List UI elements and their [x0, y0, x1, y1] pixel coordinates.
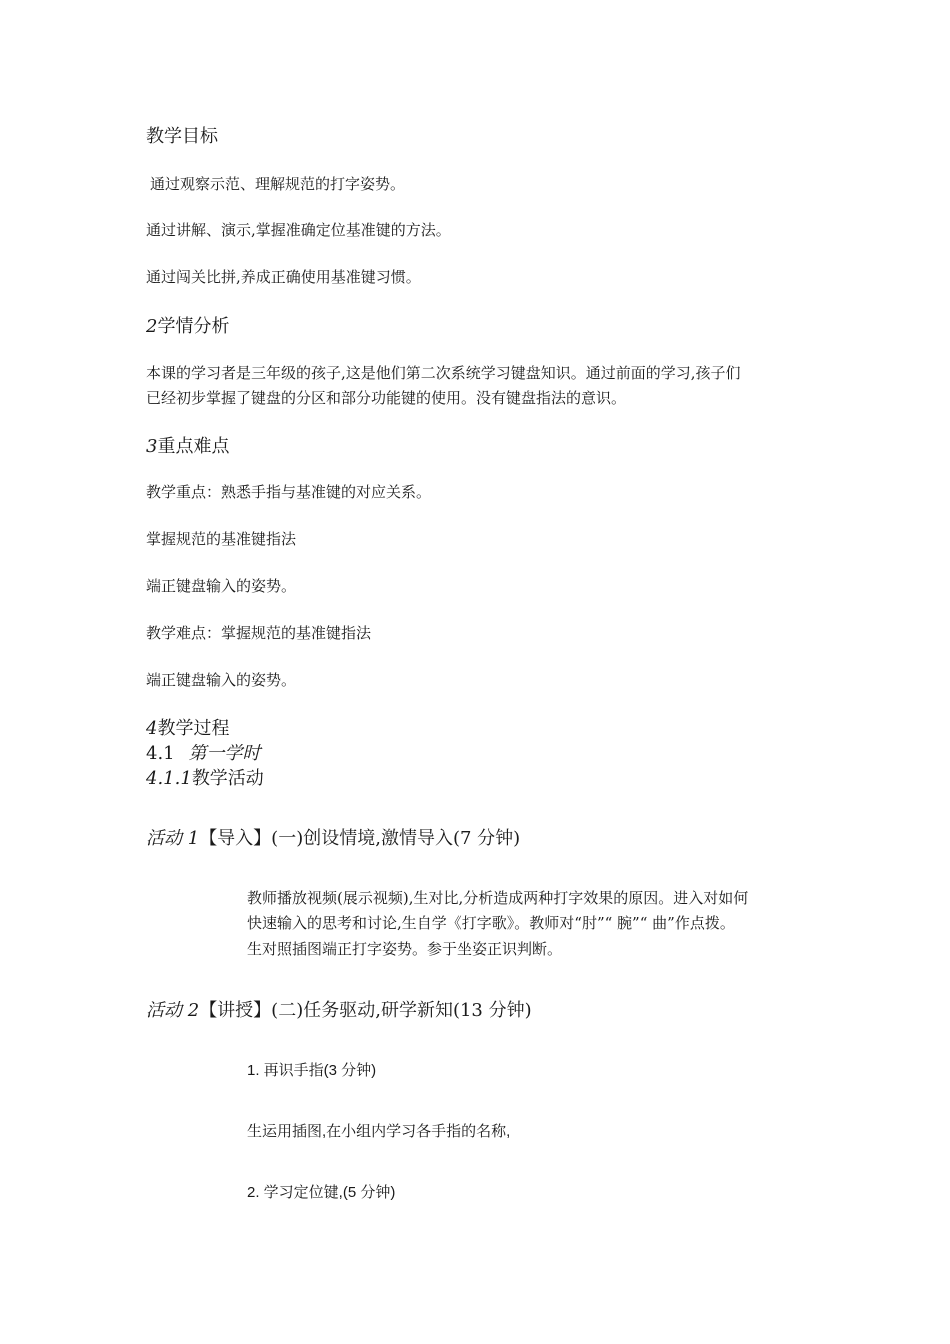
activity-title: 【导入】(一)创设情境,激情导入(7 分钟)	[199, 828, 521, 849]
activity-heading-2	[146, 1002, 532, 1020]
keypoint-line-1: 教学重点：熟悉手指与基准键的对应关系。	[146, 483, 432, 501]
subsection-number: 4.1.1	[146, 768, 192, 789]
goal-item-3: 通过闯关比拼,养成正确使用基准键习惯。	[146, 268, 421, 286]
keypoint-line-2: 掌握规范的基准键指法	[146, 530, 297, 548]
section-number: 4	[146, 718, 158, 739]
analysis-line-2: 已经初步掌握了键盘的分区和部分功能键的使用。没有键盘指法的意识。	[146, 389, 627, 407]
activity2-step-1-text: 生运用插图,在小组内学习各手指的名称,	[247, 1123, 511, 1140]
section-number: 2	[146, 316, 158, 337]
goal-item-1: 通过观察示范、理解规范的打字姿势。	[150, 175, 406, 193]
section-number: 3	[146, 436, 158, 457]
subsection-number: 4.1	[146, 743, 175, 764]
activity-title: 【讲授】(二)任务驱动,研学新知(13 分钟)	[199, 1000, 532, 1021]
keypoint-line-4: 教学难点：掌握规范的基准键指法	[146, 624, 372, 642]
subsection-label: 第一学时	[188, 743, 261, 764]
activity-heading-1	[146, 830, 520, 848]
keypoint-line-3: 端正键盘输入的姿势。	[146, 577, 297, 595]
activity-label: 活动 2	[146, 1000, 200, 1021]
keypoint-line-5: 端正键盘输入的姿势。	[146, 671, 297, 689]
section-title-keypoints	[146, 438, 229, 456]
section-title-analysis	[146, 318, 229, 336]
activity1-line-2: 快速输入的思考和讨论,生自学《打字歌》。教师对“肘”“ 腕”“ 曲”作点拨。	[247, 914, 735, 932]
activity1-line-1: 教师播放视频(展示视频),生对比,分析造成两种打字效果的原因。进入对如何	[247, 889, 749, 907]
goal-item-2: 通过讲解、演示,掌握准确定位基准键的方法。	[146, 221, 451, 239]
activity2-step-1: 1. 再识手指(3 分钟)	[247, 1062, 377, 1079]
activity1-line-3: 生对照插图端正打字姿势。参于坐姿正识判断。	[247, 940, 563, 958]
activity-label: 活动 1	[146, 828, 200, 849]
subsection-label: 教学活动	[191, 768, 264, 789]
section-label: 学情分析	[157, 316, 230, 337]
subsection-title-1	[146, 745, 260, 763]
section-label: 重点难点	[157, 436, 230, 457]
section-label: 教学过程	[157, 718, 230, 739]
section-title-goals: 教学目标	[146, 126, 218, 147]
analysis-line-1: 本课的学习者是三年级的孩子,这是他们第二次系统学习键盘知识。通过前面的学习,孩子们	[146, 364, 741, 382]
section-title-process	[146, 720, 229, 738]
subsection-title-2	[146, 770, 264, 788]
activity2-step-2: 2. 学习定位键,(5 分钟)	[247, 1184, 396, 1201]
